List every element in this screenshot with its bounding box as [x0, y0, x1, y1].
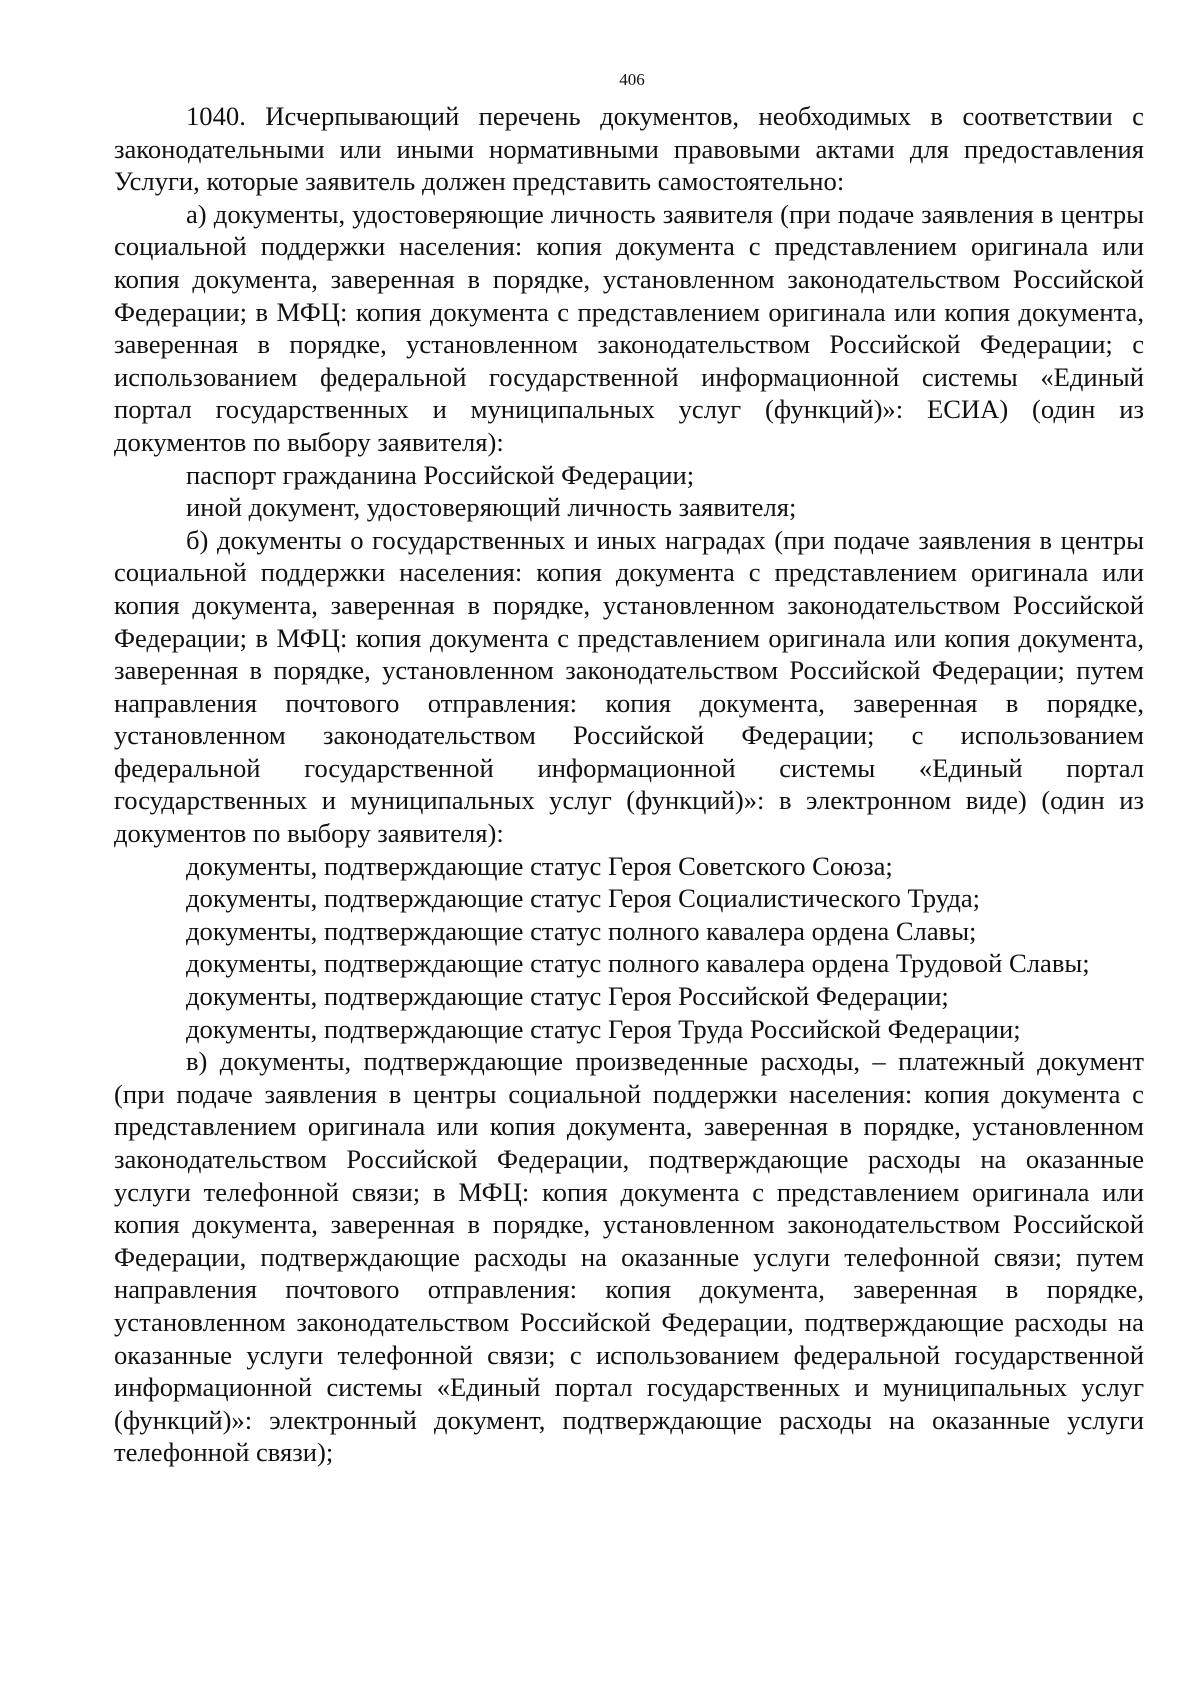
list-item-hero-labor-russia: документы, подтверждающие статус Героя Труда Российской Федерации; [186, 1013, 1021, 1044]
document-body [114, 100, 1144, 1469]
paragraph-1040-intro: 1040. Исчерпывающий перечень документов, необходимых в соответствии с законодательными или иными нормативными правовыми актами для предоставления Услуги, которые заявитель должен представить самостоятельно: [114, 101, 1144, 197]
paragraph-item-v: в) документы, подтверждающие произведенные расходы, – платежный документ (при подаче заявления в центры социальной поддержки населения: копия документа с представлением оригинала или копия документа, заверенная в порядке, установленном законодательством Российской Федерации, подтверждающие расходы на оказанные услуги телефонной связи; в МФЦ: копия документа с представлением оригинала или копия документа, заверенная в порядке, установленном законодательством Российской Федерации, подтверждающие расходы на оказанные услуги телефонной связи; путем направления почтового отправления: копия документа, заверенная в порядке, установленном законодательством Российской Федерации, подтверждающие расходы на оказанные услуги телефонной связи; с использованием федеральной государственной информационной системы «Единый портал государственных и муниципальных услуг (функций)»: электронный документ, подтверждающие расходы на оказанные услуги телефонной связи); [114, 1046, 1144, 1468]
paragraph-item-a: а) документы, удостоверяющие личность заявителя (при подаче заявления в центры социальной поддержки населения: копия документа с представлением оригинала или копия документа, заверенная в порядке, установленном законодательством Российской Федерации; в МФЦ: копия документа с представлением оригинала или копия документа, заверенная в порядке, установленном законодательством Российской Федерации; с использованием федеральной государственной информационной системы «Единый портал государственных и муниципальных услуг (функций)»: ЕСИА) (один из документов по выбору заявителя): [114, 198, 1144, 457]
list-item-order-of-glory: документы, подтверждающие статус полного кавалера ордена Славы; [186, 915, 977, 946]
list-item-passport: паспорт гражданина Российской Федерации; [186, 459, 695, 490]
list-item-order-of-labor-glory: документы, подтверждающие статус полного кавалера ордена Трудовой Славы; [186, 948, 1090, 979]
page-number: 406 [619, 70, 645, 89]
paragraph-item-b: б) документы о государственных и иных наградах (при подаче заявления в центры социальной поддержки населения: копия документа с представлением оригинала или копия документа, заверенная в порядке, установленном законодательством Российской Федерации; в МФЦ: копия документа с представлением оригинала или копия документа, заверенная в порядке, установленном законодательством Российской Федерации; путем направления почтового отправления: копия документа, заверенная в порядке, установленном законодательством Российской Федерации; с использованием федеральной государственной информационной системы «Единый портал государственных и муниципальных услуг (функций)»: в электронном виде) (один из документов по выбору заявителя): [114, 524, 1144, 849]
list-item-hero-socialist-labor: документы, подтверждающие статус Героя Социалистического Труда; [186, 883, 981, 914]
list-item-hero-ussr: документы, подтверждающие статус Героя Советского Союза; [186, 850, 893, 881]
list-item-hero-russia: документы, подтверждающие статус Героя Российской Федерации; [186, 981, 949, 1012]
list-item-other-id: иной документ, удостоверяющий личность заявителя; [186, 492, 797, 523]
